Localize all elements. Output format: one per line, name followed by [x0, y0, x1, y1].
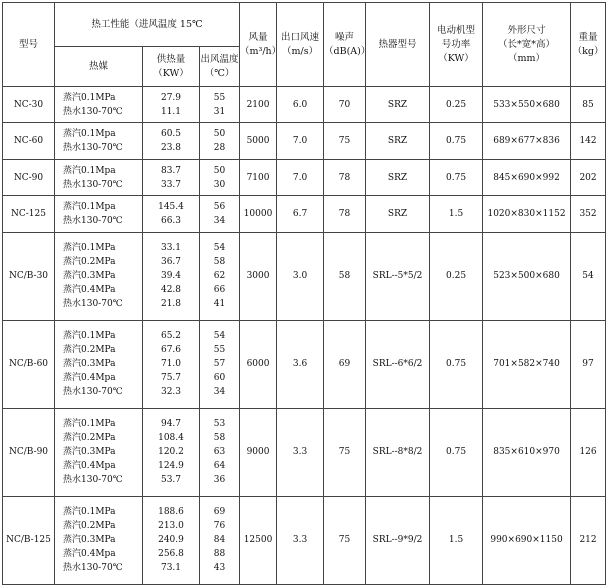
airflow-cell: 3000 [240, 232, 277, 320]
header-heater-model: 热器型号 [366, 3, 430, 87]
heat-supply-cell-line: 256.8 [158, 549, 184, 560]
motor-power-cell: 1.5 [430, 196, 483, 232]
outlet-temp-cell-line: 66 [213, 285, 226, 296]
medium-cell-line: 蒸汽0.1Mpa [63, 202, 116, 213]
table-row [3, 87, 606, 123]
header-model: 型号 [3, 3, 55, 87]
outlet-temp-cell-line: 64 [213, 461, 226, 472]
outlet-temp-cell-line: 84 [213, 535, 226, 546]
outlet-temp-cell-line: 69 [213, 507, 226, 518]
header-noise: 噪声 （dB(A)） [324, 3, 366, 87]
heat-supply-cell-line: 53.7 [160, 475, 182, 486]
medium-cell [55, 159, 143, 195]
outlet-temp-cell-line: 58 [213, 257, 226, 268]
outlet-speed-cell: 3.3 [277, 496, 324, 584]
outlet-temp-cell-line: 55 [213, 92, 226, 103]
dimensions-cell: 533×550×680 [483, 87, 571, 123]
model-cell: NC-30 [3, 87, 55, 123]
heat-supply-cell [143, 123, 200, 159]
medium-cell-line: 热水130-70℃ [63, 299, 123, 310]
outlet-temp-cell-line: 62 [213, 271, 226, 282]
header-weight: 重量 （kg） [571, 3, 606, 87]
outlet-temp-cell-line: 30 [213, 179, 226, 190]
motor-power-cell: 0.75 [430, 320, 483, 408]
noise-cell: 70 [324, 87, 366, 123]
heat-supply-cell-line: 240.9 [158, 535, 184, 546]
weight-cell: 142 [571, 123, 606, 159]
heat-supply-cell [143, 408, 200, 496]
outlet-speed-cell: 3.0 [277, 232, 324, 320]
weight-cell: 212 [571, 496, 606, 584]
heat-supply-cell-line: 27.9 [160, 92, 182, 103]
medium-cell-line: 蒸汽0.1Mpa [63, 165, 116, 176]
medium-cell-line: 蒸汽0.1Mpa [63, 129, 116, 140]
medium-cell [55, 123, 143, 159]
medium-cell-line: 蒸汽0.2MPa [63, 345, 116, 356]
heater-model-cell: SRL--8*8/2 [366, 408, 430, 496]
medium-cell-line: 蒸汽0.2MPa [63, 521, 116, 532]
outlet-temp-cell-line: 50 [213, 129, 226, 140]
heat-supply-cell [143, 159, 200, 195]
weight-cell: 85 [571, 87, 606, 123]
heat-supply-cell-line: 60.5 [160, 129, 182, 140]
heat-supply-cell-line: 32.3 [160, 387, 182, 398]
heat-supply-cell-line: 108.4 [158, 433, 184, 444]
table-row [3, 408, 606, 496]
table-body [3, 87, 606, 585]
table-row [3, 196, 606, 232]
table-row [3, 159, 606, 195]
header-heat-supply: 供热量 （KW） [143, 47, 200, 87]
heat-supply-cell-line: 36.7 [160, 257, 182, 268]
heat-supply-cell-line: 83.7 [160, 165, 182, 176]
heater-model-cell: SRZ [366, 196, 430, 232]
header-medium: 热媒 [55, 47, 143, 87]
dimensions-cell: 1020×830×1152 [483, 196, 571, 232]
model-cell: NC-125 [3, 196, 55, 232]
outlet-temp-cell-line: 41 [213, 299, 226, 310]
heat-supply-cell-line: 39.4 [160, 271, 182, 282]
outlet-temp-cell-line: 88 [213, 549, 226, 560]
noise-cell: 58 [324, 232, 366, 320]
medium-cell-line: 热水130-70℃ [63, 106, 123, 117]
medium-cell-line: 蒸汽0.1MPa [63, 92, 116, 103]
medium-cell-line: 蒸汽0.3MPa [63, 359, 116, 370]
outlet-temp-cell [200, 232, 240, 320]
medium-cell-line: 热水130-70℃ [63, 475, 123, 486]
heat-supply-cell [143, 496, 200, 584]
heat-supply-cell [143, 232, 200, 320]
table-header [3, 3, 606, 87]
outlet-temp-cell-line: 34 [213, 387, 226, 398]
heat-supply-cell-line: 11.1 [160, 106, 182, 117]
noise-cell: 75 [324, 408, 366, 496]
heat-supply-cell-line: 124.9 [158, 461, 184, 472]
outlet-temp-cell-line: 54 [213, 331, 226, 342]
weight-cell: 202 [571, 159, 606, 195]
weight-cell: 352 [571, 196, 606, 232]
heater-model-cell: SRL--5*5/2 [366, 232, 430, 320]
medium-cell-line: 热水130-70℃ [63, 216, 123, 227]
spec-table [2, 2, 606, 585]
medium-cell-line: 热水130-70℃ [63, 143, 123, 154]
outlet-temp-cell-line: 31 [213, 106, 226, 117]
dimensions-cell: 990×690×1150 [483, 496, 571, 584]
motor-power-cell: 0.25 [430, 87, 483, 123]
header-airflow: 风量 （m³/h） [240, 3, 277, 87]
airflow-cell: 9000 [240, 408, 277, 496]
medium-cell-line: 蒸汽0.1MPa [63, 331, 116, 342]
outlet-temp-cell-line: 60 [213, 373, 226, 384]
airflow-cell: 7100 [240, 159, 277, 195]
medium-cell-line: 蒸汽0.1MPa [63, 243, 116, 254]
dimensions-cell: 523×500×680 [483, 232, 571, 320]
heat-supply-cell-line: 120.2 [158, 447, 184, 458]
outlet-speed-cell: 3.6 [277, 320, 324, 408]
model-cell: NC/B-60 [3, 320, 55, 408]
outlet-temp-cell-line: 36 [213, 475, 226, 486]
motor-power-cell: 0.75 [430, 159, 483, 195]
heater-model-cell: SRL--9*9/2 [366, 496, 430, 584]
header-dimensions: 外形尺寸 （长*宽*高） （mm） [483, 3, 571, 87]
heat-supply-cell-line: 65.2 [160, 331, 182, 342]
outlet-temp-cell [200, 196, 240, 232]
medium-cell-line: 热水130-70℃ [63, 179, 123, 190]
medium-cell-line: 蒸汽0.4Mpa [63, 549, 116, 560]
outlet-temp-cell [200, 320, 240, 408]
airflow-cell: 10000 [240, 196, 277, 232]
medium-cell [55, 232, 143, 320]
motor-power-cell: 1.5 [430, 496, 483, 584]
medium-cell [55, 87, 143, 123]
heat-supply-cell-line: 73.1 [160, 563, 182, 574]
outlet-temp-cell-line: 53 [213, 419, 226, 430]
heater-model-cell: SRL--6*6/2 [366, 320, 430, 408]
medium-cell-line: 蒸汽0.1MPa [63, 419, 116, 430]
medium-cell [55, 408, 143, 496]
heat-supply-cell-line: 66.3 [160, 216, 182, 227]
heat-supply-cell-line: 42.8 [160, 285, 182, 296]
model-cell: NC-60 [3, 123, 55, 159]
outlet-temp-cell-line: 76 [213, 521, 226, 532]
heat-supply-cell-line: 21.8 [160, 299, 182, 310]
model-cell: NC/B-125 [3, 496, 55, 584]
motor-power-cell: 0.75 [430, 123, 483, 159]
outlet-temp-cell-line: 50 [213, 165, 226, 176]
model-cell: NC/B-30 [3, 232, 55, 320]
outlet-temp-cell-line: 58 [213, 433, 226, 444]
table-row [3, 320, 606, 408]
medium-cell-line: 蒸汽0.2MPa [63, 257, 116, 268]
weight-cell: 126 [571, 408, 606, 496]
outlet-speed-cell: 6.7 [277, 196, 324, 232]
model-cell: NC/B-90 [3, 408, 55, 496]
medium-cell-line: 热水130-70℃ [63, 387, 123, 398]
weight-cell: 54 [571, 232, 606, 320]
medium-cell-line: 蒸汽0.1MPa [63, 507, 116, 518]
heat-supply-cell-line: 33.7 [160, 179, 182, 190]
outlet-temp-cell [200, 159, 240, 195]
outlet-temp-cell-line: 55 [213, 345, 226, 356]
outlet-temp-cell-line: 28 [213, 143, 226, 154]
airflow-cell: 12500 [240, 496, 277, 584]
noise-cell: 75 [324, 496, 366, 584]
motor-power-cell: 0.25 [430, 232, 483, 320]
header-outlet-temp: 出风温度 （℃） [200, 47, 240, 87]
heat-supply-cell-line: 33.1 [160, 243, 182, 254]
weight-cell: 97 [571, 320, 606, 408]
heat-supply-cell-line: 188.6 [158, 507, 184, 518]
medium-cell [55, 496, 143, 584]
medium-cell-line: 蒸汽0.4Mpa [63, 373, 116, 384]
outlet-speed-cell: 7.0 [277, 159, 324, 195]
heater-model-cell: SRZ [366, 123, 430, 159]
outlet-speed-cell: 6.0 [277, 87, 324, 123]
motor-power-cell: 0.75 [430, 408, 483, 496]
heat-supply-cell [143, 87, 200, 123]
header-motor-power: 电动机型 号功率 （KW） [430, 3, 483, 87]
heat-supply-cell-line: 145.4 [158, 202, 184, 213]
heat-supply-cell-line: 23.8 [160, 143, 182, 154]
outlet-temp-cell-line: 54 [213, 243, 226, 254]
model-cell: NC-90 [3, 159, 55, 195]
outlet-temp-cell [200, 408, 240, 496]
heat-supply-cell-line: 67.6 [160, 345, 182, 356]
outlet-temp-cell [200, 87, 240, 123]
outlet-temp-cell-line: 56 [213, 202, 226, 213]
table-row [3, 232, 606, 320]
heat-supply-cell-line: 71.0 [160, 359, 182, 370]
dimensions-cell: 689×677×836 [483, 123, 571, 159]
heater-model-cell: SRZ [366, 87, 430, 123]
noise-cell: 78 [324, 159, 366, 195]
noise-cell: 75 [324, 123, 366, 159]
header-outlet-speed: 出口风速 （m/s） [277, 3, 324, 87]
dimensions-cell: 701×582×740 [483, 320, 571, 408]
medium-cell-line: 蒸汽0.3MPa [63, 535, 116, 546]
heat-supply-cell [143, 196, 200, 232]
medium-cell-line: 蒸汽0.3MPa [63, 447, 116, 458]
outlet-temp-cell [200, 123, 240, 159]
outlet-temp-cell-line: 34 [213, 216, 226, 227]
outlet-temp-cell-line: 57 [213, 359, 226, 370]
noise-cell: 69 [324, 320, 366, 408]
medium-cell-line: 蒸汽0.2MPa [63, 433, 116, 444]
airflow-cell: 6000 [240, 320, 277, 408]
outlet-temp-cell [200, 496, 240, 584]
dimensions-cell: 845×690×992 [483, 159, 571, 195]
medium-cell-line: 蒸汽0.3MPa [63, 271, 116, 282]
heat-supply-cell-line: 213.0 [158, 521, 184, 532]
outlet-temp-cell-line: 43 [213, 563, 226, 574]
airflow-cell: 5000 [240, 123, 277, 159]
noise-cell: 78 [324, 196, 366, 232]
airflow-cell: 2100 [240, 87, 277, 123]
outlet-temp-cell-line: 63 [213, 447, 226, 458]
heat-supply-cell-line: 94.7 [160, 419, 182, 430]
outlet-speed-cell: 7.0 [277, 123, 324, 159]
heater-model-cell: SRZ [366, 159, 430, 195]
outlet-speed-cell: 3.3 [277, 408, 324, 496]
dimensions-cell: 835×610×970 [483, 408, 571, 496]
table-row [3, 123, 606, 159]
medium-cell-line: 热水130-70℃ [63, 563, 123, 574]
header-thermal: 热工性能（进风温度 15℃ [55, 3, 240, 47]
table-row [3, 496, 606, 584]
heat-supply-cell-line: 75.7 [160, 373, 182, 384]
medium-cell [55, 320, 143, 408]
medium-cell-line: 蒸汽0.4Mpa [63, 461, 116, 472]
medium-cell [55, 196, 143, 232]
medium-cell-line: 蒸汽0.4MPa [63, 285, 116, 296]
heat-supply-cell [143, 320, 200, 408]
